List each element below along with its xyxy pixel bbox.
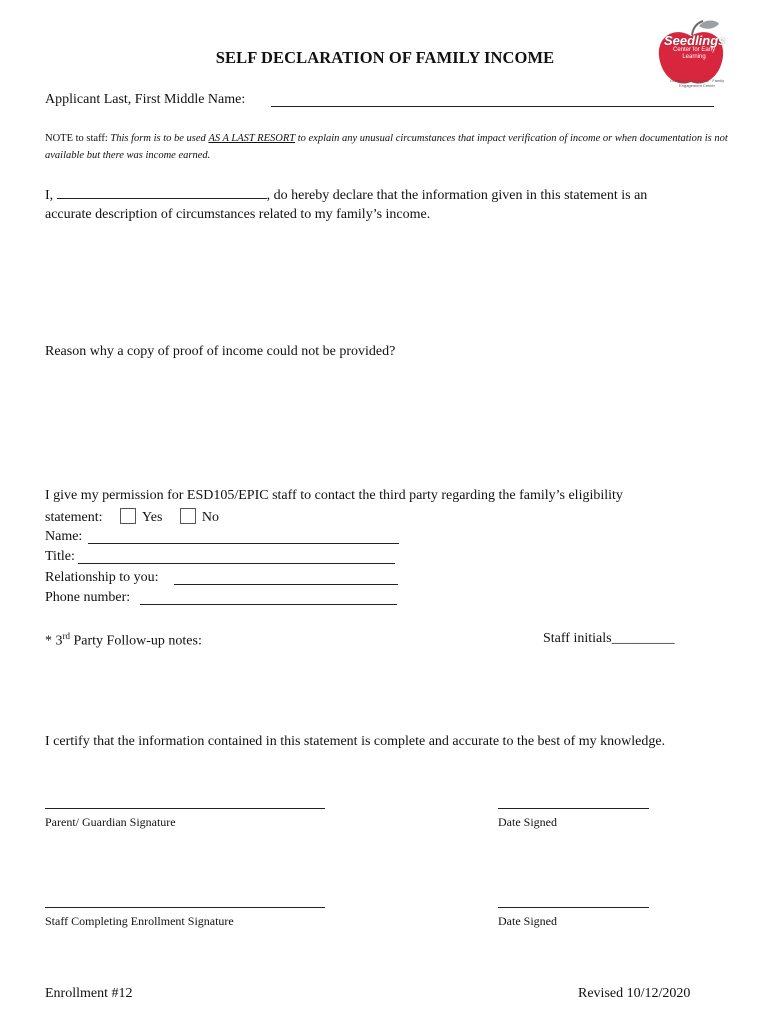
third-party-title-field[interactable]: [78, 563, 395, 564]
certification-statement: I certify that the information contained in this statement is complete and accurate to the best of my knowledge.: [45, 734, 666, 749]
phone-label: Phone number:: [45, 590, 131, 605]
third-party-title-label: Title:: [45, 549, 75, 564]
note-text-after: to explain any unusual circumstances that impact verification of income or when documentation is not: [297, 133, 728, 144]
parent-signature-label: Parent/ Guardian Signature: [45, 815, 176, 829]
applicant-name-field[interactable]: [271, 106, 714, 107]
note-prefix: NOTE to staff:: [45, 133, 108, 144]
followup-notes-label: * 3rd Party Follow-up notes:: [45, 631, 202, 649]
date-signed-label-1: Date Signed: [498, 815, 557, 829]
relationship-field[interactable]: [174, 584, 398, 585]
relationship-label: Relationship to you:: [45, 570, 159, 585]
logo-tagline: Growing Young Minds · Family Engagement Center: [669, 78, 725, 88]
staff-date-field[interactable]: [498, 907, 649, 908]
note-emphasis: AS A LAST RESORT: [208, 133, 296, 144]
page-title: SELF DECLARATION OF FAMILY INCOME: [215, 48, 555, 67]
declaration-line2: accurate description of circumstances related to my family’s income.: [45, 207, 431, 222]
staff-note-line1: [45, 133, 728, 144]
reason-answer-area[interactable]: [45, 366, 725, 476]
declaration-rest: , do hereby declare that the information given in this statement is an: [266, 188, 648, 203]
phone-field[interactable]: [140, 604, 397, 605]
yes-label: Yes: [142, 510, 163, 525]
footer-revised-date: Revised 10/12/2020: [578, 986, 691, 1001]
note-text-before: This form is to be used: [110, 133, 206, 144]
footer-enrollment-number: Enrollment #12: [45, 986, 133, 1001]
logo-name: Seedlings: [664, 33, 726, 48]
permission-line1: I give my permission for ESD105/EPIC staff to contact the third party regarding the family’s eligibility: [45, 488, 623, 503]
no-label: No: [201, 510, 220, 525]
yes-checkbox[interactable]: [120, 508, 136, 524]
staff-initials[interactable]: Staff initials_________: [543, 631, 675, 646]
applicant-name-row: [45, 92, 245, 108]
parent-date-field[interactable]: [498, 808, 649, 809]
parent-signature-field[interactable]: [45, 808, 325, 809]
statement-label: statement:: [45, 510, 103, 525]
reason-question: Reason why a copy of proof of income could not be provided?: [45, 344, 396, 359]
third-party-name-field[interactable]: [88, 543, 399, 544]
staff-signature-field[interactable]: [45, 907, 325, 908]
declaration-prefix: I,: [45, 188, 54, 203]
logo-subtitle: Center for Early Learning: [672, 47, 715, 60]
staff-signature-label: Staff Completing Enrollment Signature: [45, 914, 234, 928]
third-party-name-label: Name:: [45, 529, 83, 544]
declaration-line1: [45, 186, 647, 204]
no-checkbox[interactable]: [180, 508, 196, 524]
declarant-name-field[interactable]: [57, 186, 267, 199]
applicant-name-label: Applicant Last, First Middle Name:: [45, 92, 246, 107]
permission-line2: [45, 508, 219, 526]
date-signed-label-2: Date Signed: [498, 914, 557, 928]
staff-note-line2: available but there was income earned.: [45, 150, 211, 161]
